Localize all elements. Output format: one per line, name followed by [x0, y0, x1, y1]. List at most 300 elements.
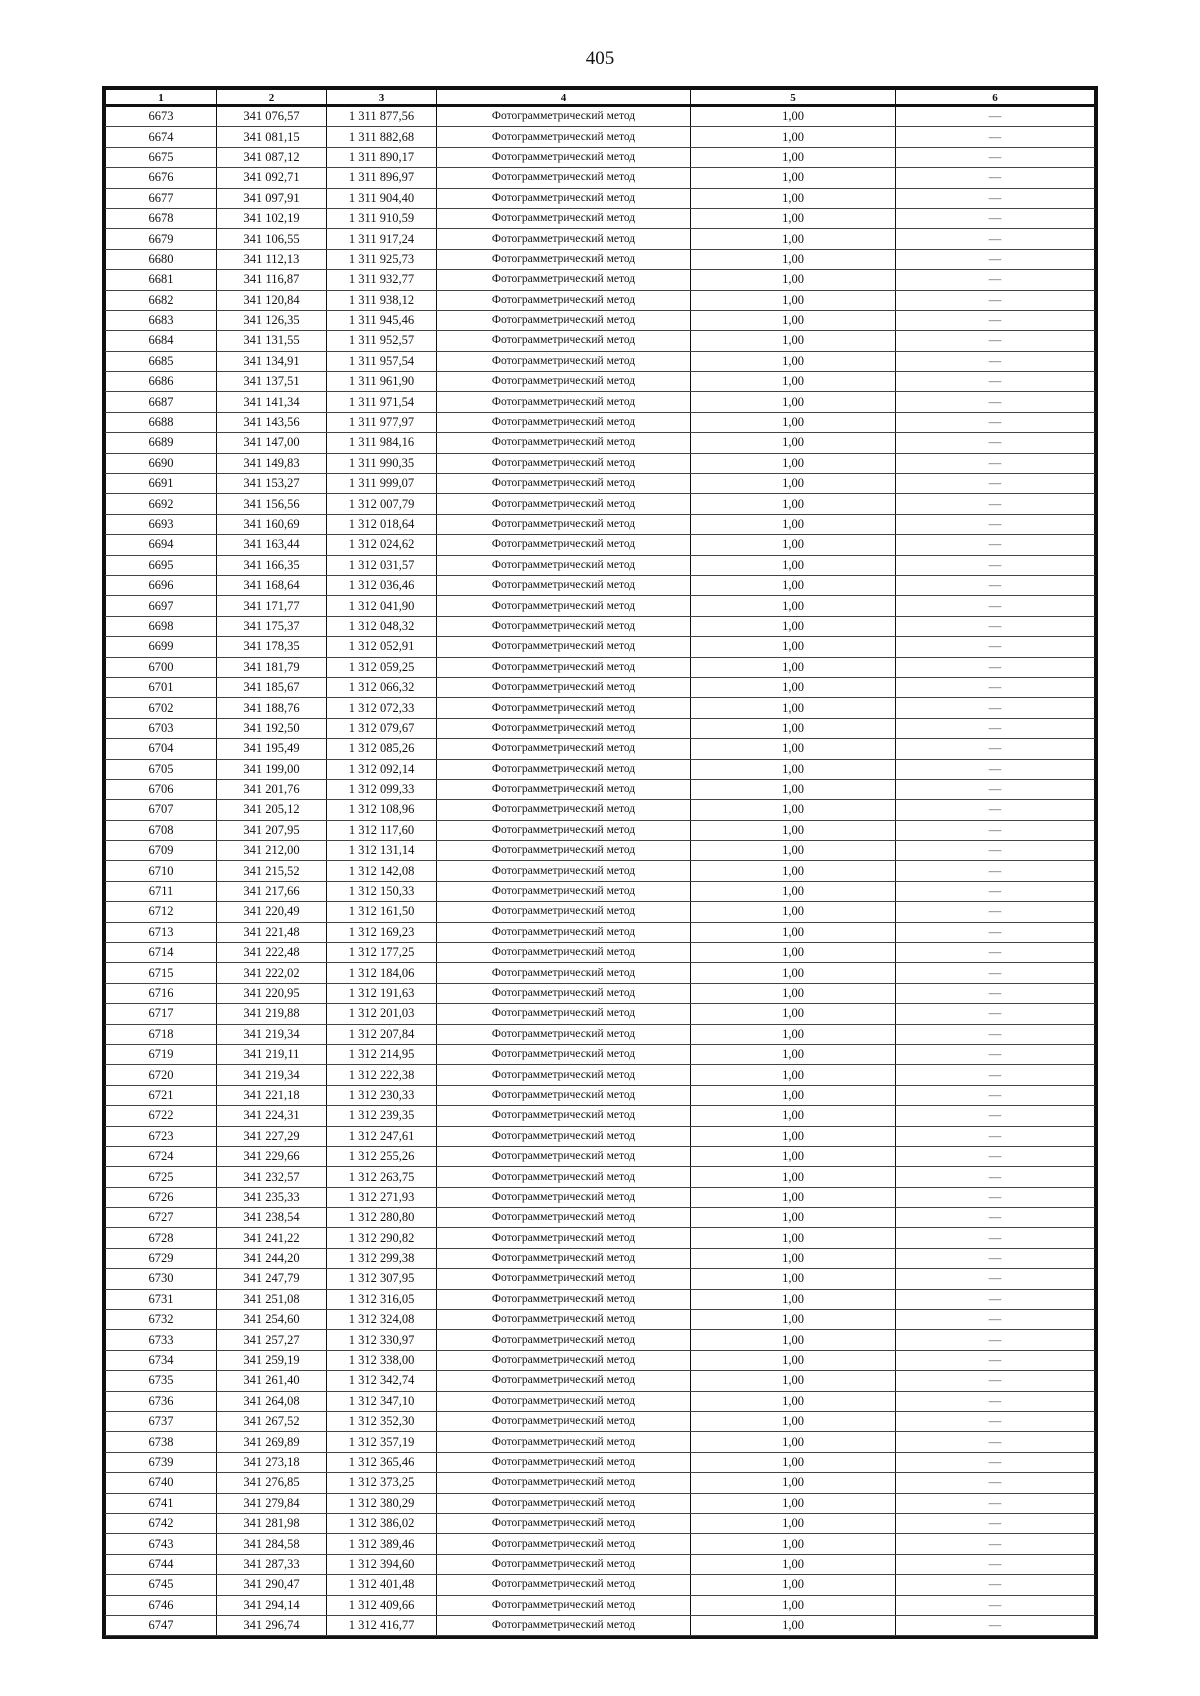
description-cell: — — [896, 351, 1095, 371]
x-coordinate-cell: 341 267,52 — [217, 1412, 327, 1432]
y-coordinate-cell: 1 311 882,68 — [327, 127, 437, 147]
point-number-cell: 6701 — [106, 677, 217, 697]
y-coordinate-cell: 1 311 999,07 — [327, 474, 437, 494]
precision-cell: 1,00 — [691, 596, 896, 616]
method-cell: Фотограмметрический метод — [437, 514, 691, 534]
precision-cell: 1,00 — [691, 698, 896, 718]
x-coordinate-cell: 341 284,58 — [217, 1534, 327, 1554]
point-number-cell: 6737 — [106, 1412, 217, 1432]
table-row — [106, 963, 1095, 983]
y-coordinate-cell: 1 312 373,25 — [327, 1473, 437, 1493]
y-coordinate-cell: 1 312 342,74 — [327, 1371, 437, 1391]
table-row — [106, 127, 1095, 147]
precision-cell: 1,00 — [691, 1228, 896, 1248]
precision-cell: 1,00 — [691, 392, 896, 412]
point-number-cell: 6715 — [106, 963, 217, 983]
method-cell: Фотограмметрический метод — [437, 474, 691, 494]
precision-cell: 1,00 — [691, 779, 896, 799]
precision-cell: 1,00 — [691, 616, 896, 636]
x-coordinate-cell: 341 219,88 — [217, 1004, 327, 1024]
x-coordinate-cell: 341 220,95 — [217, 983, 327, 1003]
x-coordinate-cell: 341 221,48 — [217, 922, 327, 942]
x-coordinate-cell: 341 222,02 — [217, 963, 327, 983]
x-coordinate-cell: 341 205,12 — [217, 800, 327, 820]
x-coordinate-cell: 341 221,18 — [217, 1085, 327, 1105]
method-cell: Фотограмметрический метод — [437, 290, 691, 310]
y-coordinate-cell: 1 312 330,97 — [327, 1330, 437, 1350]
method-cell: Фотограмметрический метод — [437, 555, 691, 575]
precision-cell: 1,00 — [691, 983, 896, 1003]
x-coordinate-cell: 341 224,31 — [217, 1106, 327, 1126]
y-coordinate-cell: 1 312 024,62 — [327, 535, 437, 555]
description-cell: — — [896, 1473, 1095, 1493]
table-row — [106, 1575, 1095, 1595]
description-cell: — — [896, 820, 1095, 840]
precision-cell: 1,00 — [691, 351, 896, 371]
table-row — [106, 1044, 1095, 1064]
point-number-cell: 6674 — [106, 127, 217, 147]
precision-cell: 1,00 — [691, 575, 896, 595]
point-number-cell: 6709 — [106, 841, 217, 861]
x-coordinate-cell: 341 238,54 — [217, 1208, 327, 1228]
x-coordinate-cell: 341 185,67 — [217, 677, 327, 697]
method-cell: Фотограмметрический метод — [437, 1269, 691, 1289]
description-cell: — — [896, 106, 1095, 127]
method-cell: Фотограмметрический метод — [437, 1371, 691, 1391]
method-cell: Фотограмметрический метод — [437, 1126, 691, 1146]
page-number: 405 — [585, 48, 615, 69]
point-number-cell: 6696 — [106, 575, 217, 595]
point-number-cell: 6746 — [106, 1595, 217, 1615]
x-coordinate-cell: 341 102,19 — [217, 208, 327, 228]
precision-cell: 1,00 — [691, 494, 896, 514]
method-cell: Фотограмметрический метод — [437, 1085, 691, 1105]
y-coordinate-cell: 1 312 031,57 — [327, 555, 437, 575]
description-cell: — — [896, 127, 1095, 147]
description-cell: — — [896, 922, 1095, 942]
table-row — [106, 249, 1095, 269]
point-number-cell: 6721 — [106, 1085, 217, 1105]
table-row — [106, 983, 1095, 1003]
precision-cell: 1,00 — [691, 1513, 896, 1533]
table-row — [106, 1534, 1095, 1554]
point-number-cell: 6747 — [106, 1615, 217, 1635]
method-cell: Фотограмметрический метод — [437, 1248, 691, 1268]
method-cell: Фотограмметрический метод — [437, 779, 691, 799]
table-row — [106, 1615, 1095, 1635]
method-cell: Фотограмметрический метод — [437, 372, 691, 392]
description-cell: — — [896, 943, 1095, 963]
description-cell: — — [896, 249, 1095, 269]
description-cell: — — [896, 433, 1095, 453]
description-cell: — — [896, 1187, 1095, 1207]
x-coordinate-cell: 341 149,83 — [217, 453, 327, 473]
point-number-cell: 6680 — [106, 249, 217, 269]
x-coordinate-cell: 341 188,76 — [217, 698, 327, 718]
method-cell: Фотограмметрический метод — [437, 963, 691, 983]
precision-cell: 1,00 — [691, 127, 896, 147]
point-number-cell: 6679 — [106, 229, 217, 249]
method-cell: Фотограмметрический метод — [437, 841, 691, 861]
y-coordinate-cell: 1 312 131,14 — [327, 841, 437, 861]
x-coordinate-cell: 341 279,84 — [217, 1493, 327, 1513]
precision-cell: 1,00 — [691, 1024, 896, 1044]
point-number-cell: 6681 — [106, 270, 217, 290]
method-cell: Фотограмметрический метод — [437, 1310, 691, 1330]
point-number-cell: 6713 — [106, 922, 217, 942]
precision-cell: 1,00 — [691, 759, 896, 779]
y-coordinate-cell: 1 312 184,06 — [327, 963, 437, 983]
x-coordinate-cell: 341 261,40 — [217, 1371, 327, 1391]
method-cell: Фотограмметрический метод — [437, 1493, 691, 1513]
point-number-cell: 6732 — [106, 1310, 217, 1330]
table-row — [106, 106, 1095, 127]
table-row — [106, 861, 1095, 881]
y-coordinate-cell: 1 312 247,61 — [327, 1126, 437, 1146]
description-cell: — — [896, 1208, 1095, 1228]
description-cell: — — [896, 1146, 1095, 1166]
precision-cell: 1,00 — [691, 1615, 896, 1635]
x-coordinate-cell: 341 264,08 — [217, 1391, 327, 1411]
method-cell: Фотограмметрический метод — [437, 1391, 691, 1411]
method-cell: Фотограмметрический метод — [437, 331, 691, 351]
coordinates-table-frame — [102, 86, 1098, 1639]
method-cell: Фотограмметрический метод — [437, 1534, 691, 1554]
x-coordinate-cell: 341 281,98 — [217, 1513, 327, 1533]
precision-cell: 1,00 — [691, 1289, 896, 1309]
description-cell: — — [896, 372, 1095, 392]
y-coordinate-cell: 1 311 925,73 — [327, 249, 437, 269]
table-row — [106, 739, 1095, 759]
precision-cell: 1,00 — [691, 739, 896, 759]
table-row — [106, 1350, 1095, 1370]
x-coordinate-cell: 341 244,20 — [217, 1248, 327, 1268]
x-coordinate-cell: 341 116,87 — [217, 270, 327, 290]
table-row — [106, 310, 1095, 330]
x-coordinate-cell: 341 192,50 — [217, 718, 327, 738]
y-coordinate-cell: 1 312 066,32 — [327, 677, 437, 697]
precision-cell: 1,00 — [691, 1044, 896, 1064]
precision-cell: 1,00 — [691, 1412, 896, 1432]
description-cell: — — [896, 841, 1095, 861]
precision-cell: 1,00 — [691, 1330, 896, 1350]
y-coordinate-cell: 1 312 357,19 — [327, 1432, 437, 1452]
precision-cell: 1,00 — [691, 820, 896, 840]
precision-cell: 1,00 — [691, 1004, 896, 1024]
table-row — [106, 1065, 1095, 1085]
point-number-cell: 6728 — [106, 1228, 217, 1248]
method-cell: Фотограмметрический метод — [437, 1452, 691, 1472]
precision-cell: 1,00 — [691, 1248, 896, 1268]
point-number-cell: 6700 — [106, 657, 217, 677]
table-row — [106, 1595, 1095, 1615]
point-number-cell: 6706 — [106, 779, 217, 799]
method-cell: Фотограмметрический метод — [437, 392, 691, 412]
description-cell: — — [896, 1269, 1095, 1289]
y-coordinate-cell: 1 312 290,82 — [327, 1228, 437, 1248]
x-coordinate-cell: 341 153,27 — [217, 474, 327, 494]
y-coordinate-cell: 1 312 299,38 — [327, 1248, 437, 1268]
method-cell: Фотограмметрический метод — [437, 1595, 691, 1615]
point-number-cell: 6738 — [106, 1432, 217, 1452]
x-coordinate-cell: 341 171,77 — [217, 596, 327, 616]
description-cell: — — [896, 698, 1095, 718]
precision-cell: 1,00 — [691, 1575, 896, 1595]
method-cell: Фотограмметрический метод — [437, 494, 691, 514]
table-row — [106, 433, 1095, 453]
method-cell: Фотограмметрический метод — [437, 270, 691, 290]
y-coordinate-cell: 1 312 255,26 — [327, 1146, 437, 1166]
y-coordinate-cell: 1 312 048,32 — [327, 616, 437, 636]
method-cell: Фотограмметрический метод — [437, 433, 691, 453]
description-cell: — — [896, 1412, 1095, 1432]
point-number-cell: 6692 — [106, 494, 217, 514]
precision-cell: 1,00 — [691, 453, 896, 473]
description-cell: — — [896, 494, 1095, 514]
description-cell: — — [896, 1310, 1095, 1330]
description-cell: — — [896, 208, 1095, 228]
description-cell: — — [896, 147, 1095, 167]
x-coordinate-cell: 341 232,57 — [217, 1167, 327, 1187]
description-cell: — — [896, 1432, 1095, 1452]
precision-cell: 1,00 — [691, 229, 896, 249]
point-number-cell: 6695 — [106, 555, 217, 575]
table-row — [106, 514, 1095, 534]
point-number-cell: 6697 — [106, 596, 217, 616]
x-coordinate-cell: 341 141,34 — [217, 392, 327, 412]
point-number-cell: 6719 — [106, 1044, 217, 1064]
method-cell: Фотограмметрический метод — [437, 943, 691, 963]
method-cell: Фотограмметрический метод — [437, 208, 691, 228]
method-cell: Фотограмметрический метод — [437, 535, 691, 555]
precision-cell: 1,00 — [691, 922, 896, 942]
y-coordinate-cell: 1 312 222,38 — [327, 1065, 437, 1085]
y-coordinate-cell: 1 311 917,24 — [327, 229, 437, 249]
description-cell: — — [896, 188, 1095, 208]
column-header-2: 2 — [217, 90, 327, 106]
precision-cell: 1,00 — [691, 1391, 896, 1411]
method-cell: Фотограмметрический метод — [437, 310, 691, 330]
description-cell: — — [896, 1534, 1095, 1554]
x-coordinate-cell: 341 207,95 — [217, 820, 327, 840]
description-cell: — — [896, 290, 1095, 310]
table-row — [106, 229, 1095, 249]
description-cell: — — [896, 1391, 1095, 1411]
x-coordinate-cell: 341 287,33 — [217, 1554, 327, 1574]
y-coordinate-cell: 1 312 347,10 — [327, 1391, 437, 1411]
column-header-5: 5 — [691, 90, 896, 106]
x-coordinate-cell: 341 251,08 — [217, 1289, 327, 1309]
point-number-cell: 6684 — [106, 331, 217, 351]
point-number-cell: 6716 — [106, 983, 217, 1003]
x-coordinate-cell: 341 166,35 — [217, 555, 327, 575]
precision-cell: 1,00 — [691, 1350, 896, 1370]
method-cell: Фотограмметрический метод — [437, 718, 691, 738]
x-coordinate-cell: 341 147,00 — [217, 433, 327, 453]
x-coordinate-cell: 341 199,00 — [217, 759, 327, 779]
table-row — [106, 372, 1095, 392]
x-coordinate-cell: 341 235,33 — [217, 1187, 327, 1207]
table-row — [106, 677, 1095, 697]
x-coordinate-cell: 341 081,15 — [217, 127, 327, 147]
x-coordinate-cell: 341 290,47 — [217, 1575, 327, 1595]
table-row — [106, 412, 1095, 432]
x-coordinate-cell: 341 215,52 — [217, 861, 327, 881]
point-number-cell: 6687 — [106, 392, 217, 412]
x-coordinate-cell: 341 201,76 — [217, 779, 327, 799]
table-row — [106, 1167, 1095, 1187]
method-cell: Фотограмметрический метод — [437, 820, 691, 840]
method-cell: Фотограмметрический метод — [437, 229, 691, 249]
precision-cell: 1,00 — [691, 188, 896, 208]
method-cell: Фотограмметрический метод — [437, 657, 691, 677]
description-cell: — — [896, 1289, 1095, 1309]
method-cell: Фотограмметрический метод — [437, 596, 691, 616]
point-number-cell: 6693 — [106, 514, 217, 534]
table-row — [106, 1310, 1095, 1330]
x-coordinate-cell: 341 087,12 — [217, 147, 327, 167]
description-cell: — — [896, 1595, 1095, 1615]
table-row — [106, 494, 1095, 514]
y-coordinate-cell: 1 312 099,33 — [327, 779, 437, 799]
point-number-cell: 6729 — [106, 1248, 217, 1268]
method-cell: Фотограмметрический метод — [437, 1146, 691, 1166]
precision-cell: 1,00 — [691, 1106, 896, 1126]
table-row — [106, 779, 1095, 799]
method-cell: Фотограмметрический метод — [437, 637, 691, 657]
method-cell: Фотограмметрический метод — [437, 127, 691, 147]
y-coordinate-cell: 1 312 394,60 — [327, 1554, 437, 1574]
description-cell: — — [896, 963, 1095, 983]
point-number-cell: 6673 — [106, 106, 217, 127]
y-coordinate-cell: 1 312 059,25 — [327, 657, 437, 677]
table-row — [106, 1228, 1095, 1248]
y-coordinate-cell: 1 312 263,75 — [327, 1167, 437, 1187]
point-number-cell: 6699 — [106, 637, 217, 657]
y-coordinate-cell: 1 311 977,97 — [327, 412, 437, 432]
y-coordinate-cell: 1 312 072,33 — [327, 698, 437, 718]
table-row — [106, 820, 1095, 840]
precision-cell: 1,00 — [691, 433, 896, 453]
y-coordinate-cell: 1 312 401,48 — [327, 1575, 437, 1595]
y-coordinate-cell: 1 311 932,77 — [327, 270, 437, 290]
method-cell: Фотограмметрический метод — [437, 1187, 691, 1207]
table-row — [106, 1269, 1095, 1289]
method-cell: Фотограмметрический метод — [437, 1554, 691, 1574]
y-coordinate-cell: 1 312 108,96 — [327, 800, 437, 820]
precision-cell: 1,00 — [691, 535, 896, 555]
y-coordinate-cell: 1 312 386,02 — [327, 1513, 437, 1533]
y-coordinate-cell: 1 312 092,14 — [327, 759, 437, 779]
point-number-cell: 6717 — [106, 1004, 217, 1024]
table-row — [106, 555, 1095, 575]
column-header-1: 1 — [106, 90, 217, 106]
point-number-cell: 6694 — [106, 535, 217, 555]
y-coordinate-cell: 1 312 307,95 — [327, 1269, 437, 1289]
x-coordinate-cell: 341 126,35 — [217, 310, 327, 330]
x-coordinate-cell: 341 227,29 — [217, 1126, 327, 1146]
x-coordinate-cell: 341 143,56 — [217, 412, 327, 432]
point-number-cell: 6698 — [106, 616, 217, 636]
table-row — [106, 1126, 1095, 1146]
point-number-cell: 6742 — [106, 1513, 217, 1533]
description-cell: — — [896, 270, 1095, 290]
table-row — [106, 1391, 1095, 1411]
description-cell: — — [896, 1044, 1095, 1064]
table-row — [106, 1106, 1095, 1126]
y-coordinate-cell: 1 312 041,90 — [327, 596, 437, 616]
y-coordinate-cell: 1 312 324,08 — [327, 1310, 437, 1330]
point-number-cell: 6739 — [106, 1452, 217, 1472]
x-coordinate-cell: 341 294,14 — [217, 1595, 327, 1615]
description-cell: — — [896, 1167, 1095, 1187]
y-coordinate-cell: 1 312 389,46 — [327, 1534, 437, 1554]
y-coordinate-cell: 1 311 971,54 — [327, 392, 437, 412]
y-coordinate-cell: 1 312 207,84 — [327, 1024, 437, 1044]
y-coordinate-cell: 1 312 177,25 — [327, 943, 437, 963]
y-coordinate-cell: 1 312 052,91 — [327, 637, 437, 657]
point-number-cell: 6714 — [106, 943, 217, 963]
column-header-4: 4 — [437, 90, 691, 106]
precision-cell: 1,00 — [691, 718, 896, 738]
table-row — [106, 1554, 1095, 1574]
point-number-cell: 6704 — [106, 739, 217, 759]
precision-cell: 1,00 — [691, 106, 896, 127]
point-number-cell: 6702 — [106, 698, 217, 718]
precision-cell: 1,00 — [691, 270, 896, 290]
x-coordinate-cell: 341 273,18 — [217, 1452, 327, 1472]
description-cell: — — [896, 759, 1095, 779]
method-cell: Фотограмметрический метод — [437, 1024, 691, 1044]
column-header-6: 6 — [896, 90, 1095, 106]
table-row — [106, 596, 1095, 616]
precision-cell: 1,00 — [691, 881, 896, 901]
point-number-cell: 6683 — [106, 310, 217, 330]
point-number-cell: 6676 — [106, 168, 217, 188]
table-row — [106, 1473, 1095, 1493]
table-row — [106, 841, 1095, 861]
precision-cell: 1,00 — [691, 310, 896, 330]
description-cell: — — [896, 861, 1095, 881]
precision-cell: 1,00 — [691, 1493, 896, 1513]
y-coordinate-cell: 1 312 380,29 — [327, 1493, 437, 1513]
method-cell: Фотограмметрический метод — [437, 351, 691, 371]
y-coordinate-cell: 1 311 890,17 — [327, 147, 437, 167]
description-cell: — — [896, 1350, 1095, 1370]
precision-cell: 1,00 — [691, 331, 896, 351]
coordinates-table — [105, 89, 1095, 1636]
table-row — [106, 1371, 1095, 1391]
description-cell: — — [896, 1513, 1095, 1533]
method-cell: Фотограмметрический метод — [437, 1208, 691, 1228]
table-row — [106, 1330, 1095, 1350]
y-coordinate-cell: 1 312 338,00 — [327, 1350, 437, 1370]
method-cell: Фотограмметрический метод — [437, 1289, 691, 1309]
precision-cell: 1,00 — [691, 677, 896, 697]
x-coordinate-cell: 341 076,57 — [217, 106, 327, 127]
point-number-cell: 6677 — [106, 188, 217, 208]
table-row — [106, 290, 1095, 310]
description-cell: — — [896, 555, 1095, 575]
y-coordinate-cell: 1 311 904,40 — [327, 188, 437, 208]
description-cell: — — [896, 1085, 1095, 1105]
table-row — [106, 168, 1095, 188]
y-coordinate-cell: 1 311 990,35 — [327, 453, 437, 473]
table-row — [106, 351, 1095, 371]
precision-cell: 1,00 — [691, 1167, 896, 1187]
precision-cell: 1,00 — [691, 1269, 896, 1289]
table-row — [106, 657, 1095, 677]
